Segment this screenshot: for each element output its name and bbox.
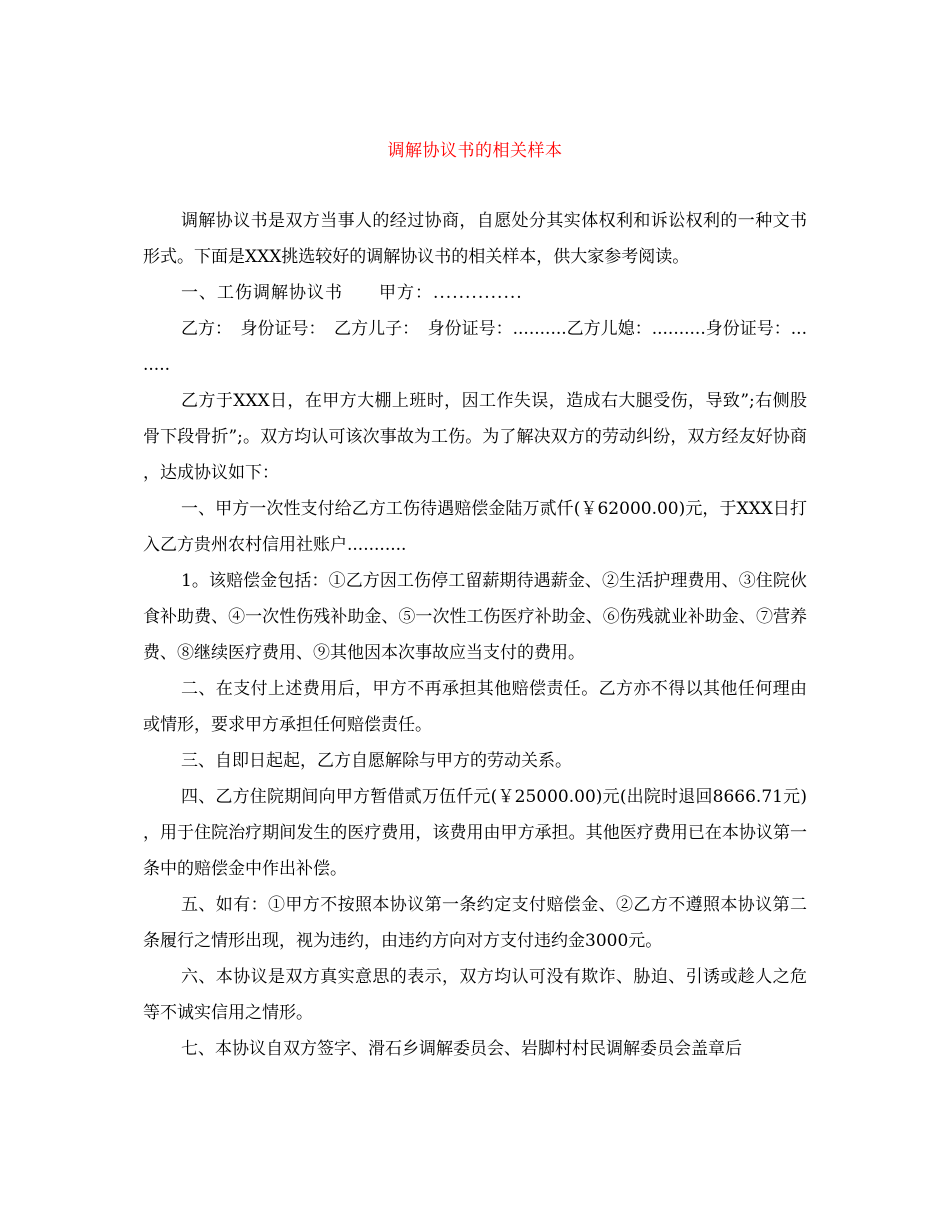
clause-7-paragraph: 七、本协议自双方签字、滑石乡调解委员会、岩脚村村民调解委员会盖章后 [181,1039,742,1059]
intro-paragraph: 调解协议书是双方当事人的经过协商，自愿处分其实体权利和诉讼权利的一种文书形式。下面是XXX挑选较好的调解协议书的相关样本，供大家参考阅读。 [143,211,807,267]
document-title: 调解协议书的相关样本 [387,141,563,161]
section-heading-party-a: 一、工伤调解协议书 甲方：.............. [181,283,523,303]
clause-5-paragraph: 五、如有：①甲方不按照本协议第一条约定支付赔偿金、②乙方不遵照本协议第二条履行之情形出现，视为违约，由违约方向对方支付违约金3000元。 [143,895,807,951]
clause-2-paragraph: 二、在支付上述费用后，甲方不再承担其他赔偿责任。乙方亦不得以其他任何理由或情形，要求甲方承担任何赔偿责任。 [143,679,807,735]
clause-1-paragraph: 一、甲方一次性支付给乙方工伤待遇赔偿金陆万贰仟(￥62000.00)元，于XXX日打入乙方贵州农村信用社账户........... [143,499,807,555]
clause-4-paragraph: 四、乙方住院期间向甲方暂借贰万伍仟元(￥25000.00)元(出院时退回8666.71元)，用于住院治疗期间发生的医疗费用，该费用由甲方承担。其他医疗费用已在本协议第一条中的赔偿金中作出补偿。 [143,787,807,879]
party-b-info-paragraph: 乙方： 身份证号： 乙方儿子： 身份证号：..........乙方儿媳：..........身份证号：........ [143,319,807,375]
incident-paragraph: 乙方于XXX日，在甲方大棚上班时，因工作失误，造成右大腿受伤，导致”;右侧股骨下段骨折”;。双方均认可该次事故为工伤。为了解决双方的劳动纠纷，双方经友好协商，达成协议如下： [143,391,807,483]
clause-1-detail-paragraph: 1。该赔偿金包括：①乙方因工伤停工留薪期待遇薪金、②生活护理费用、③住院伙食补助费、④一次性伤残补助金、⑤一次性工伤医疗补助金、⑥伤残就业补助金、⑦营养费、⑧继续医疗费用、⑨其他因本次事故应当支付的费用。 [143,571,807,663]
clause-6-paragraph: 六、本协议是双方真实意思的表示，双方均认可没有欺诈、胁迫、引诱或趁人之危等不诚实信用之情形。 [143,967,807,1023]
clause-3-paragraph: 三、自即日起起，乙方自愿解除与甲方的劳动关系。 [181,751,572,771]
document-body [143,203,807,1067]
